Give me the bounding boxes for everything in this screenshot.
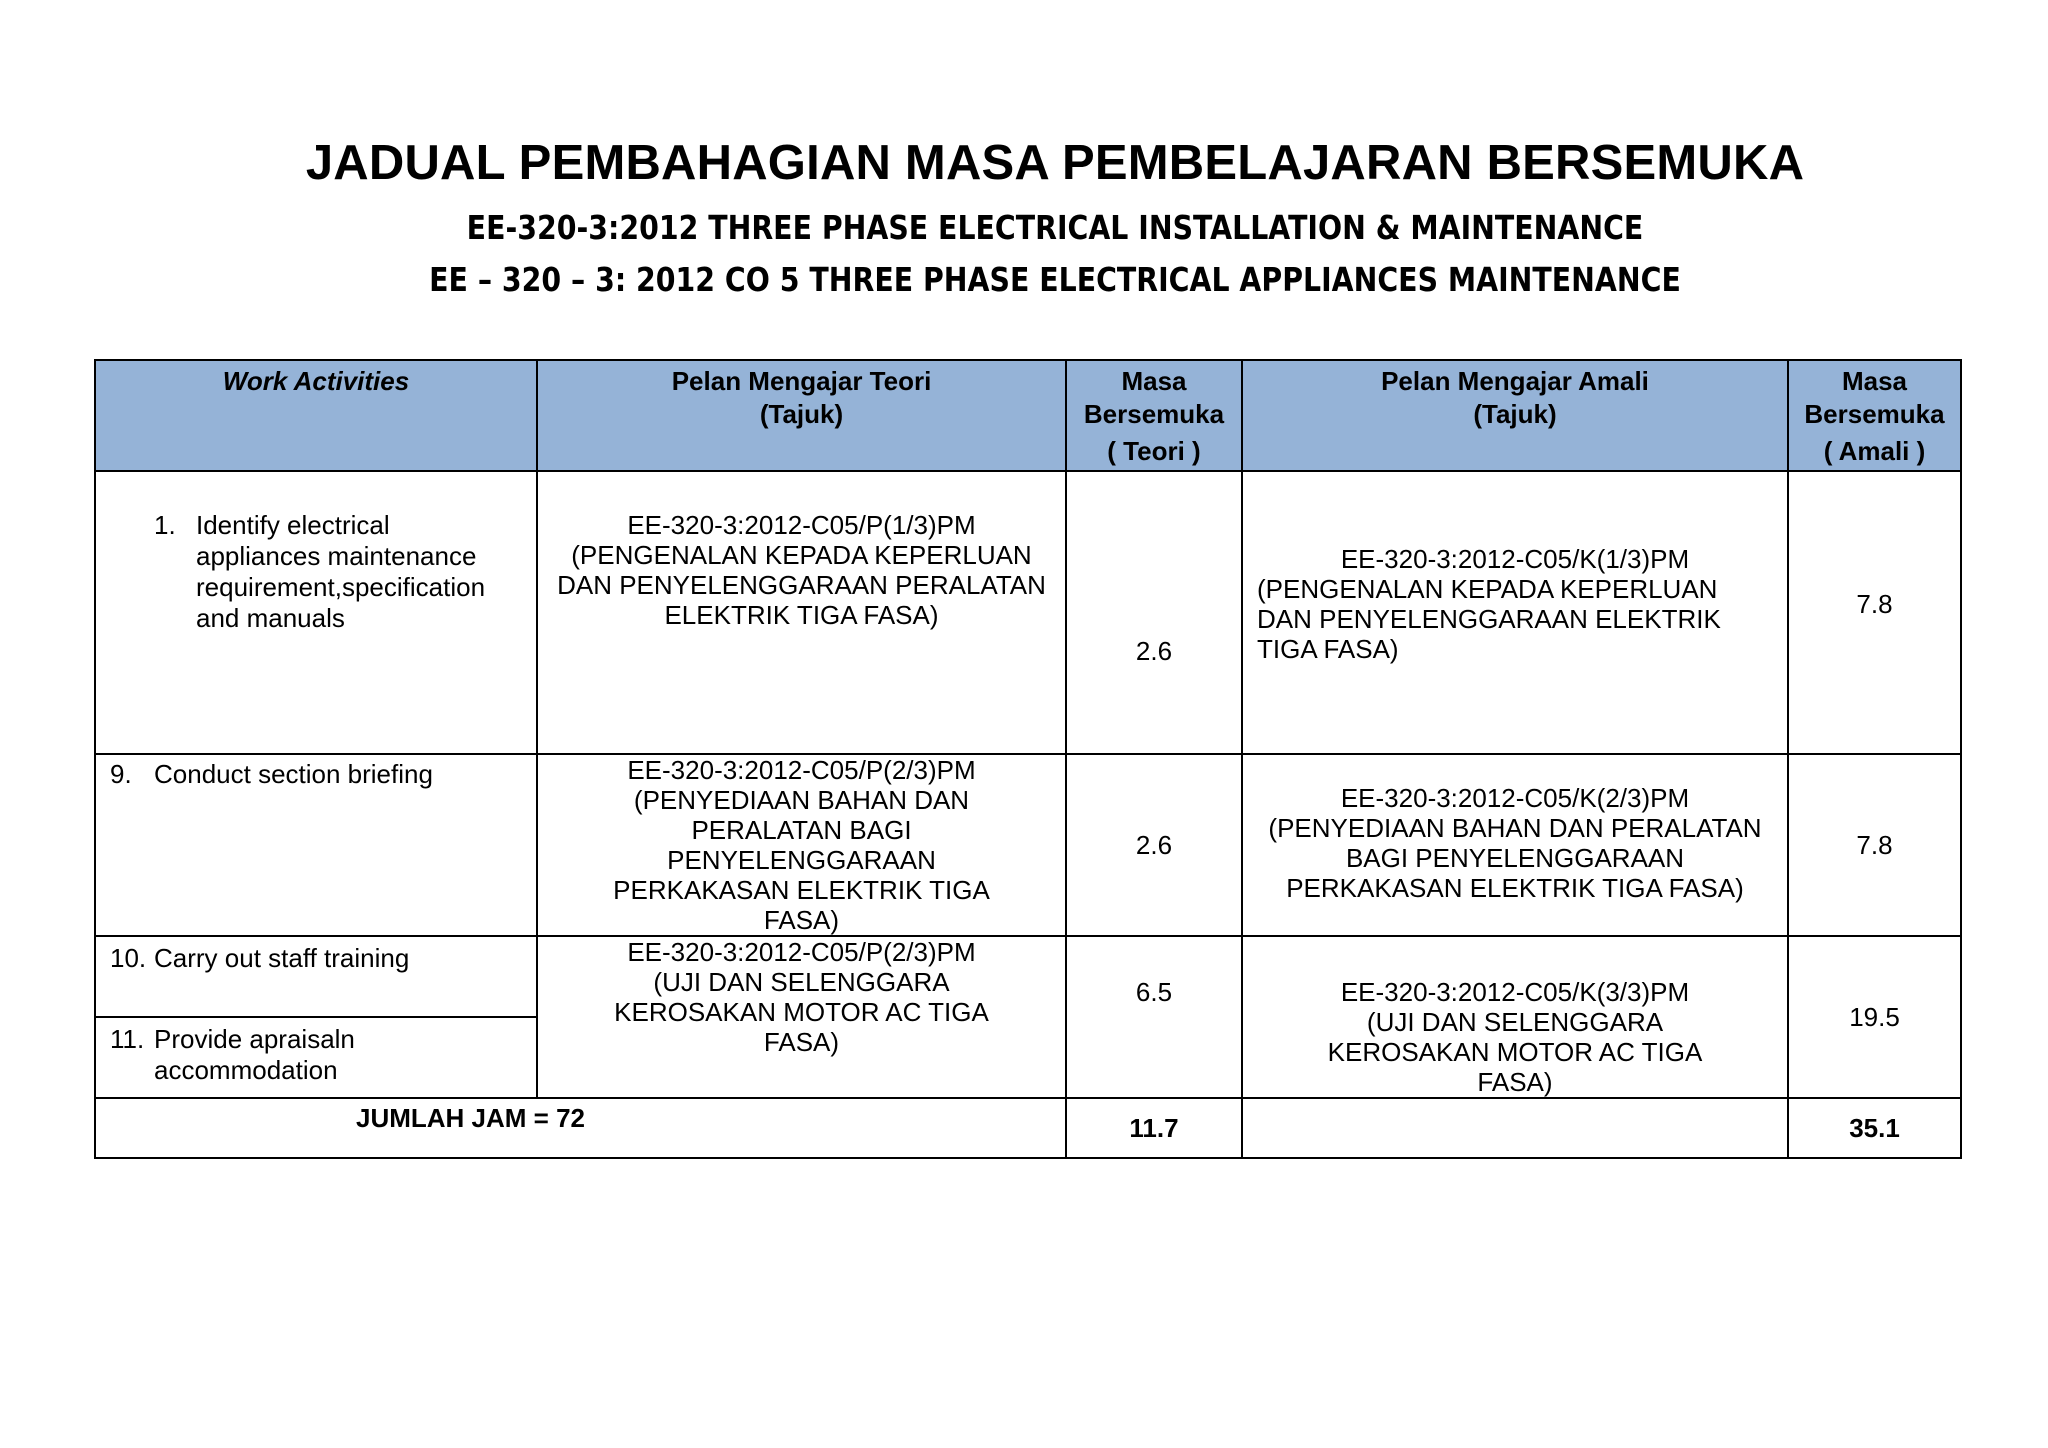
total-label-cell: JUMLAH JAM = 72 <box>95 1098 1066 1158</box>
practical-plan-cell: EE-320-3:2012-C05/K(1/3)PM (PENGENALAN KEPADA KEPERLUAN DAN PENYELENGGARAAN ELEKTRIK TIGA FASA) <box>1242 471 1788 754</box>
header-row <box>95 360 1961 471</box>
total-theory-hours: 11.7 <box>1066 1098 1242 1158</box>
table-row <box>95 754 1961 936</box>
course-subtitle: EE-320-3:2012 THREE PHASE ELECTRICAL INSTALLATION & MAINTENANCE <box>466 208 1644 247</box>
theory-plan-cell: EE-320-3:2012-C05/P(2/3)PM (UJI DAN SELENGGARA KEROSAKAN MOTOR AC TIGA FASA) <box>537 936 1066 1098</box>
header-practical-plan: Pelan Mengajar Amali (Tajuk) <box>1242 360 1788 471</box>
activity-cell: 10. Carry out staff training <box>95 936 537 1017</box>
theory-plan-cell: EE-320-3:2012-C05/P(1/3)PM (PENGENALAN KEPADA KEPERLUAN DAN PENYELENGGARAAN PERALATAN ELEKTRIK TIGA FASA) <box>537 471 1066 754</box>
header-theory-plan: Pelan Mengajar Teori (Tajuk) <box>537 360 1066 471</box>
practical-hours-cell: 7.8 <box>1788 471 1961 754</box>
practical-plan-cell: EE-320-3:2012-C05/K(3/3)PM (UJI DAN SELENGGARA KEROSAKAN MOTOR AC TIGA FASA) <box>1242 936 1788 1098</box>
document-title: JADUAL PEMBAHAGIAN MASA PEMBELAJARAN BERSEMUKA <box>305 136 1805 190</box>
table-row <box>95 936 1961 1017</box>
theory-hours-cell: 2.6 <box>1066 754 1242 936</box>
theory-hours-cell: 2.6 <box>1066 471 1242 754</box>
activity-cell: 9. Conduct section briefing <box>95 754 537 936</box>
header-practical-hours: Masa Bersemuka ( Amali ) <box>1788 360 1961 471</box>
activity-cell: 1. Identify electrical appliances maintenance requirement,specification and manuals <box>95 471 537 754</box>
schedule-table <box>94 359 1962 1159</box>
module-subtitle: EE – 320 – 3: 2012 CO 5 THREE PHASE ELECTRICAL APPLIANCES MAINTENANCE <box>429 260 1681 299</box>
header-work-activities: Work Activities <box>95 360 537 471</box>
total-row <box>95 1098 1961 1158</box>
activity-cell: 11. Provide apraisaln accommodation <box>95 1017 537 1098</box>
total-practical-plan-cell <box>1242 1098 1788 1158</box>
practical-plan-cell: EE-320-3:2012-C05/K(2/3)PM (PENYEDIAAN BAHAN DAN PERALATAN BAGI PENYELENGGARAAN PERKAKASAN ELEKTRIK TIGA FASA) <box>1242 754 1788 936</box>
header-theory-hours: Masa Bersemuka ( Teori ) <box>1066 360 1242 471</box>
practical-hours-cell: 19.5 <box>1788 936 1961 1098</box>
practical-hours-cell: 7.8 <box>1788 754 1961 936</box>
theory-plan-cell: EE-320-3:2012-C05/P(2/3)PM (PENYEDIAAN BAHAN DAN PERALATAN BAGI PENYELENGGARAAN PERKAKASAN ELEKTRIK TIGA FASA) <box>537 754 1066 936</box>
theory-hours-cell: 6.5 <box>1066 936 1242 1098</box>
total-practical-hours: 35.1 <box>1788 1098 1961 1158</box>
table-row <box>95 471 1961 754</box>
